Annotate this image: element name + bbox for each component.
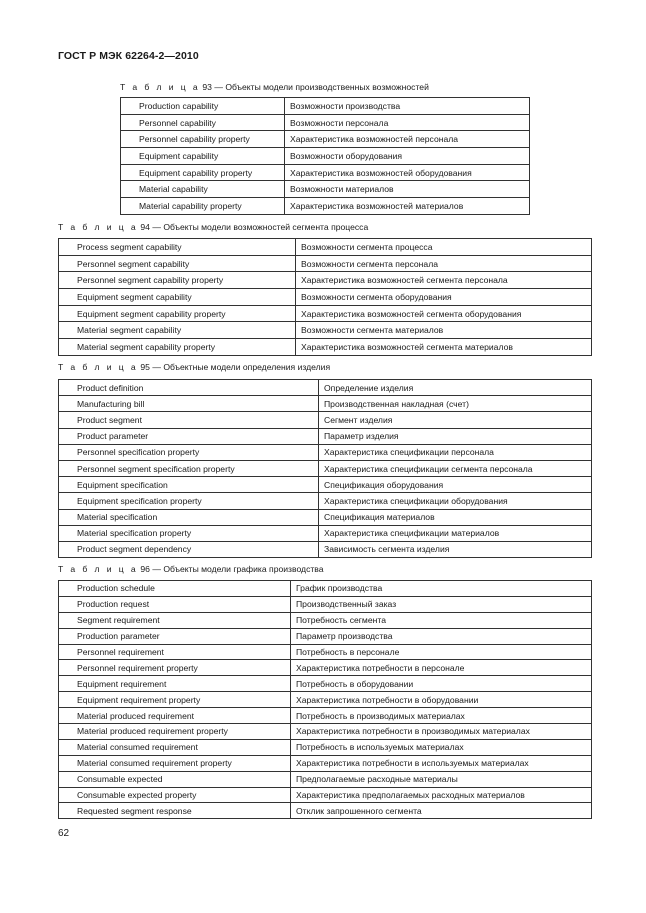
- table-row: [121, 181, 530, 198]
- document-header: ГОСТ Р МЭК 62264-2—2010: [58, 50, 199, 62]
- table-row: [59, 509, 592, 525]
- table-row: [59, 272, 592, 289]
- table-row: [59, 239, 592, 256]
- term-en-cell: Manufacturing bill: [59, 396, 319, 412]
- table-row: [59, 739, 592, 755]
- term-en-cell: Personnel capability property: [121, 131, 285, 148]
- term-en-cell: Material capability: [121, 181, 285, 198]
- table-row: [59, 428, 592, 444]
- term-en-cell: Equipment requirement: [59, 676, 291, 692]
- table-row: [59, 289, 592, 306]
- term-ru-cell: Производственная накладная (счет): [319, 396, 592, 412]
- table-93-label: Т а б л и ц а: [120, 82, 200, 92]
- term-en-cell: Material capability property: [121, 198, 285, 215]
- term-en-cell: Production schedule: [59, 581, 291, 597]
- term-ru-cell: Потребность сегмента: [291, 612, 592, 628]
- table-94-title: 94 — Объекты модели возможностей сегмента процесса: [140, 222, 369, 232]
- term-en-cell: Material specification property: [59, 525, 319, 541]
- table-row: [59, 755, 592, 771]
- term-ru-cell: Характеристика возможностей сегмента материалов: [296, 339, 592, 356]
- table-96-label: Т а б л и ц а: [58, 564, 138, 574]
- table-93-caption: [120, 82, 429, 92]
- term-ru-cell: Потребность в используемых материалах: [291, 739, 592, 755]
- table-row: [59, 692, 592, 708]
- term-ru-cell: Параметр производства: [291, 628, 592, 644]
- term-en-cell: Material segment capability property: [59, 339, 296, 356]
- term-en-cell: Material segment capability: [59, 322, 296, 339]
- table-row: [59, 771, 592, 787]
- term-ru-cell: Возможности сегмента персонала: [296, 255, 592, 272]
- page-number: 62: [58, 828, 70, 839]
- term-en-cell: Personnel segment capability property: [59, 272, 296, 289]
- term-ru-cell: Возможности сегмента оборудования: [296, 289, 592, 306]
- term-en-cell: Product parameter: [59, 428, 319, 444]
- table-row: [59, 412, 592, 428]
- term-en-cell: Equipment capability: [121, 148, 285, 165]
- term-ru-cell: Определение изделия: [319, 380, 592, 396]
- term-ru-cell: Характеристика потребности в персонале: [291, 660, 592, 676]
- term-en-cell: Equipment segment capability: [59, 289, 296, 306]
- table-row: [59, 541, 592, 557]
- table-row: [59, 525, 592, 541]
- term-ru-cell: Отклик запрошенного сегмента: [291, 803, 592, 819]
- term-ru-cell: Характеристика потребности в производимых материалах: [291, 724, 592, 740]
- term-en-cell: Personnel requirement property: [59, 660, 291, 676]
- table-96: [58, 580, 592, 819]
- table-96-caption: [58, 564, 324, 574]
- term-ru-cell: Потребность в персонале: [291, 644, 592, 660]
- table-94-caption: [58, 222, 368, 232]
- table-93-title: 93 — Объекты модели производственных возможностей: [202, 82, 429, 92]
- term-en-cell: Production capability: [121, 98, 285, 115]
- term-ru-cell: Возможности материалов: [285, 181, 530, 198]
- term-ru-cell: Возможности производства: [285, 98, 530, 115]
- term-en-cell: Equipment specification property: [59, 493, 319, 509]
- term-en-cell: Consumable expected: [59, 771, 291, 787]
- table-95-label: Т а б л и ц а: [58, 362, 138, 372]
- table-row: [59, 628, 592, 644]
- term-en-cell: Personnel segment specification property: [59, 460, 319, 476]
- term-ru-cell: Характеристика потребности в оборудовании: [291, 692, 592, 708]
- term-en-cell: Equipment segment capability property: [59, 305, 296, 322]
- table-row: [59, 803, 592, 819]
- term-ru-cell: Зависимость сегмента изделия: [319, 541, 592, 557]
- term-en-cell: Segment requirement: [59, 612, 291, 628]
- term-ru-cell: Характеристика спецификации сегмента персонала: [319, 460, 592, 476]
- term-en-cell: Production request: [59, 596, 291, 612]
- term-en-cell: Equipment requirement property: [59, 692, 291, 708]
- term-ru-cell: Спецификация оборудования: [319, 477, 592, 493]
- term-ru-cell: Спецификация материалов: [319, 509, 592, 525]
- term-ru-cell: Характеристика спецификации оборудования: [319, 493, 592, 509]
- term-en-cell: Requested segment response: [59, 803, 291, 819]
- table-row: [121, 198, 530, 215]
- term-ru-cell: Потребность в оборудовании: [291, 676, 592, 692]
- term-en-cell: Personnel segment capability: [59, 255, 296, 272]
- term-ru-cell: Характеристика возможностей сегмента персонала: [296, 272, 592, 289]
- table-93: [120, 97, 530, 215]
- term-en-cell: Equipment capability property: [121, 164, 285, 181]
- term-ru-cell: Возможности персонала: [285, 114, 530, 131]
- term-ru-cell: Потребность в производимых материалах: [291, 708, 592, 724]
- table-row: [59, 255, 592, 272]
- term-ru-cell: Характеристика потребности в используемых материалах: [291, 755, 592, 771]
- table-row: [59, 787, 592, 803]
- term-ru-cell: Характеристика спецификации персонала: [319, 444, 592, 460]
- term-en-cell: Personnel capability: [121, 114, 285, 131]
- table-row: [59, 322, 592, 339]
- table-94: [58, 238, 592, 356]
- term-en-cell: Equipment specification: [59, 477, 319, 493]
- table-row: [59, 596, 592, 612]
- table-row: [59, 396, 592, 412]
- table-row: [121, 148, 530, 165]
- table-row: [121, 98, 530, 115]
- term-en-cell: Material produced requirement property: [59, 724, 291, 740]
- table-row: [121, 164, 530, 181]
- table-row: [59, 660, 592, 676]
- term-en-cell: Material produced requirement: [59, 708, 291, 724]
- term-en-cell: Personnel requirement: [59, 644, 291, 660]
- term-ru-cell: Характеристика спецификации материалов: [319, 525, 592, 541]
- term-en-cell: Production parameter: [59, 628, 291, 644]
- table-row: [59, 644, 592, 660]
- term-ru-cell: График производства: [291, 581, 592, 597]
- table-row: [59, 305, 592, 322]
- term-en-cell: Material consumed requirement property: [59, 755, 291, 771]
- term-en-cell: Material consumed requirement: [59, 739, 291, 755]
- term-en-cell: Material specification: [59, 509, 319, 525]
- table-95-title: 95 — Объектные модели определения изделия: [140, 362, 331, 372]
- term-ru-cell: Сегмент изделия: [319, 412, 592, 428]
- term-ru-cell: Характеристика возможностей персонала: [285, 131, 530, 148]
- term-en-cell: Consumable expected property: [59, 787, 291, 803]
- term-en-cell: Product definition: [59, 380, 319, 396]
- table-row: [59, 612, 592, 628]
- table-94-label: Т а б л и ц а: [58, 222, 138, 232]
- table-row: [59, 460, 592, 476]
- term-en-cell: Product segment dependency: [59, 541, 319, 557]
- term-ru-cell: Характеристика возможностей оборудования: [285, 164, 530, 181]
- term-en-cell: Process segment capability: [59, 239, 296, 256]
- table-95: [58, 379, 592, 558]
- table-row: [121, 131, 530, 148]
- term-ru-cell: Возможности оборудования: [285, 148, 530, 165]
- table-row: [59, 444, 592, 460]
- term-en-cell: Product segment: [59, 412, 319, 428]
- term-ru-cell: Характеристика возможностей материалов: [285, 198, 530, 215]
- table-row: [121, 114, 530, 131]
- table-row: [59, 581, 592, 597]
- table-row: [59, 477, 592, 493]
- term-ru-cell: Возможности сегмента процесса: [296, 239, 592, 256]
- table-96-title: 96 — Объекты модели графика производства: [140, 564, 324, 574]
- table-row: [59, 724, 592, 740]
- table-row: [59, 708, 592, 724]
- term-ru-cell: Характеристика возможностей сегмента оборудования: [296, 305, 592, 322]
- term-ru-cell: Предполагаемые расходные материалы: [291, 771, 592, 787]
- term-en-cell: Personnel specification property: [59, 444, 319, 460]
- table-row: [59, 493, 592, 509]
- term-ru-cell: Параметр изделия: [319, 428, 592, 444]
- table-row: [59, 380, 592, 396]
- term-ru-cell: Характеристика предполагаемых расходных материалов: [291, 787, 592, 803]
- table-row: [59, 339, 592, 356]
- term-ru-cell: Производственный заказ: [291, 596, 592, 612]
- term-ru-cell: Возможности сегмента материалов: [296, 322, 592, 339]
- table-row: [59, 676, 592, 692]
- table-95-caption: [58, 362, 330, 372]
